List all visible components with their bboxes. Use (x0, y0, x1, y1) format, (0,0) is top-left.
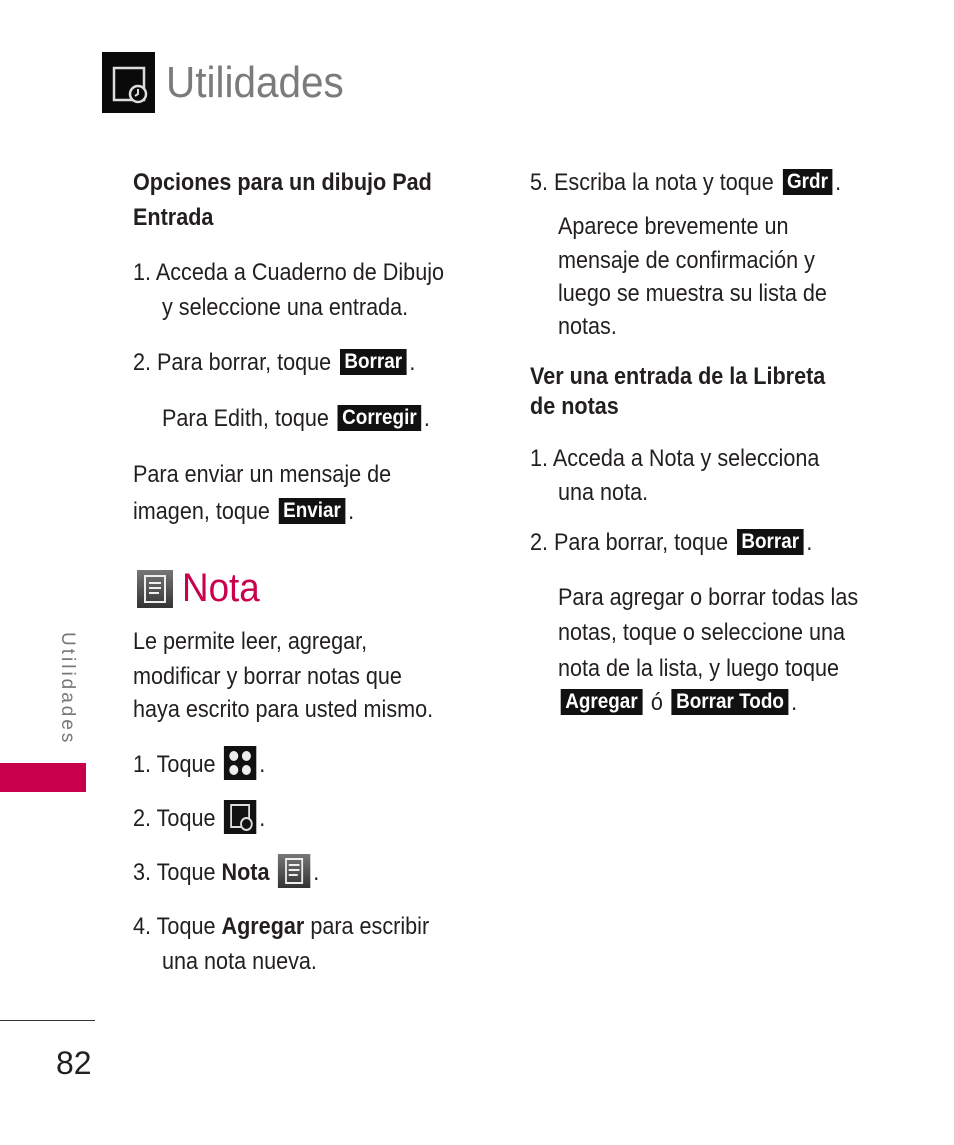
step-label: 2. Para borrar, toque (530, 529, 729, 556)
step-bold: Agregar (221, 913, 305, 940)
body-text: modificar y borrar notas que (133, 663, 402, 690)
body-text: nota de la lista, y luego toque (558, 655, 840, 682)
step-label: 1. Toque (133, 751, 216, 778)
step-text (162, 402, 430, 436)
section-heading: Entrada (133, 204, 214, 231)
body-text: notas. (558, 313, 617, 340)
step-text (133, 910, 429, 944)
section-tab-marker (0, 763, 86, 792)
step-label: 2. Para borrar, toque (133, 349, 332, 376)
utilities-icon (224, 800, 256, 834)
or-text: ó (650, 689, 663, 716)
step-text (133, 746, 265, 782)
body-text (558, 686, 797, 720)
side-tab-label (50, 632, 80, 752)
step-label: imagen, toque (133, 498, 270, 525)
period: . (348, 498, 355, 525)
period: . (806, 529, 813, 556)
step-text (133, 854, 319, 890)
utilities-icon (102, 52, 155, 113)
step-label: Para Edith, toque (162, 405, 329, 432)
step-text: una nota nueva. (162, 948, 317, 975)
period: . (259, 805, 266, 832)
step-text: 1. Acceda a Nota y selecciona (530, 445, 820, 472)
corregir-button: Corregir (338, 405, 422, 431)
borrar-button: Borrar (737, 529, 804, 555)
body-text: luego se muestra su lista de (558, 280, 827, 307)
section-heading: Opciones para un dibujo Pad (133, 169, 432, 196)
note-icon (137, 570, 173, 608)
divider (0, 1020, 95, 1021)
step-label: 5. Escriba la nota y toque (530, 169, 774, 196)
body-text: notas, toque o seleccione una (558, 619, 846, 646)
grdr-button: Grdr (782, 169, 832, 195)
body-text: Aparece brevemente un (558, 213, 789, 240)
menu-grid-icon (224, 746, 256, 780)
step-text (530, 526, 812, 560)
step-label: 4. Toque (133, 913, 216, 940)
step-text (530, 166, 841, 200)
period: . (409, 349, 416, 376)
period: . (423, 405, 430, 432)
enviar-button: Enviar (279, 498, 346, 524)
step-label: para escribir (310, 913, 430, 940)
body-text: haya escrito para usted mismo. (133, 696, 434, 723)
step-text (133, 346, 415, 380)
body-text: Le permite leer, agregar, (133, 628, 368, 655)
period: . (313, 859, 320, 886)
step-bold: Nota (221, 859, 270, 886)
period: . (259, 751, 266, 778)
borrar-todo-button: Borrar Todo (672, 689, 789, 715)
body-text: Para enviar un mensaje de (133, 461, 392, 488)
step-text: 1. Acceda a Cuaderno de Dibujo (133, 259, 445, 286)
period: . (791, 689, 798, 716)
section-heading: Ver una entrada de la Libreta (530, 363, 826, 390)
step-text (133, 800, 265, 836)
body-text: mensaje de confirmación y (558, 247, 815, 274)
step-text: una nota. (558, 479, 649, 506)
section-heading: de notas (530, 393, 619, 420)
note-icon (278, 854, 310, 888)
body-text: Para agregar o borrar todas las (558, 584, 859, 611)
step-text: y seleccione una entrada. (162, 294, 409, 321)
borrar-button: Borrar (340, 349, 407, 375)
period: . (835, 169, 842, 196)
agregar-button: Agregar (561, 689, 642, 715)
page-number: 82 (56, 1045, 92, 1081)
step-label: 2. Toque (133, 805, 216, 832)
section-title-nota: Nota (182, 566, 260, 610)
side-label-text: Utilidades (57, 632, 78, 746)
page-title: Utilidades (166, 58, 344, 107)
body-text (133, 495, 354, 529)
step-label: 3. Toque (133, 859, 216, 886)
